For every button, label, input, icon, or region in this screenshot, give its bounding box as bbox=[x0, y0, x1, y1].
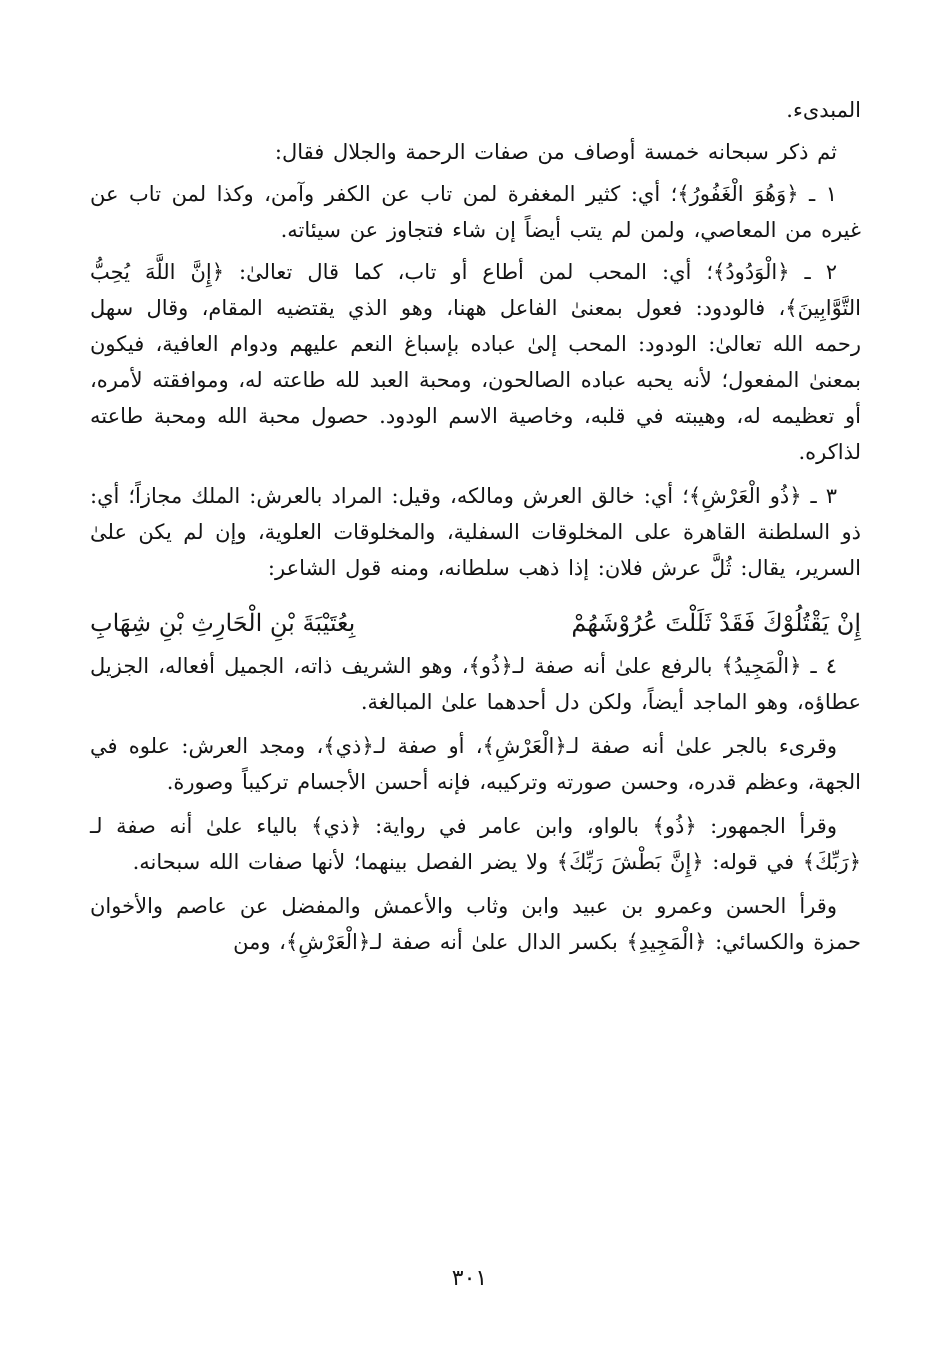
paragraph-3: ١ ـ ﴿وَهُوَ الْغَفُورُ﴾؛ أي: كثير المغفرة لمن تاب عن الكفر وآمن، وكذا لمن تاب عن غيره من المعاصي، ولمن لم يتب أيضاً إن شاء فتجاوز عن سيئاته. bbox=[90, 182, 861, 242]
paragraph-4: ٢ ـ ﴿الْوَدُودُ﴾؛ أي: المحب لمن أطاع أو تاب، كما قال تعالىٰ: ﴿إِنَّ اللَّهَ يُحِبُّ التَّوَّابِينَ﴾، فالودود: فعول بمعنىٰ الفاعل ههنا، وهو الذي يقتضيه المقام، وقال سهل رحمه الله تعالىٰ: الودود: المحب إلىٰ عباده بإسباغ النعم عليهم ودوام العافية، فيكون بمعنىٰ المفعول؛ لأنه يحبه عباده الصالحون، ومحبة العبد لله طاعته له، وموافقته لأمره، أو تعظيمه له، وهيبته في قلبه، وخاصية الاسم الودود. حصول محبة الله ومحبة طاعته لذاكره. bbox=[90, 260, 861, 464]
paragraph-8: وقرأ الجمهور: ﴿ذُو﴾ بالواو، وابن عامر في رواية: ﴿ذي﴾ بالياء علىٰ أنه صفة لـ ﴿رَبِّكَ﴾ في قوله: ﴿إِنَّ بَطْشَ رَبِّكَ﴾ ولا يضر الفصل بينهما؛ لأنها صفات الله سبحانه. bbox=[90, 814, 861, 874]
paragraph-6: ٤ ـ ﴿الْمَجِيدُ﴾ بالرفع علىٰ أنه صفة لـ﴿ذُو﴾، وهو الشريف ذاته، الجميل أفعاله، الجزيل عطاؤه، وهو الماجد أيضاً، ولكن دل أحدهما علىٰ المبالغة. bbox=[90, 654, 861, 714]
page-number: ٣٠١ bbox=[451, 1266, 488, 1291]
paragraph-7: وقرىء بالجر علىٰ أنه صفة لـ﴿الْعَرْشِ﴾، أو صفة لـ﴿ذي﴾، ومجد العرش: علوه في الجهة، وعظم قدره، وحسن صورته وتركيبه، فإنه أحسن الأجسام تركيباً وصورة. bbox=[90, 734, 861, 794]
paragraph-9: وقرأ الحسن وعمرو بن عبيد وابن وثاب والأعمش والمفضل عن عاصم والأخوان حمزة والكسائي: ﴿الْمَجِيدِ﴾ بكسر الدال علىٰ أنه صفة لـ﴿الْعَرْشِ﴾، ومن bbox=[90, 894, 861, 954]
paragraph-2: ثم ذكر سبحانه خمسة أوصاف من صفات الرحمة والجلال فقال: bbox=[274, 140, 837, 164]
paragraph-5: ٣ ـ ﴿ذُو الْعَرْشِ﴾؛ أي: خالق العرش ومالكه، وقيل: المراد بالعرش: الملك مجازاً؛ أي: ذو السلطنة القاهرة على المخلوقات السفلية، والمخلوقات العلوية، وإن لم يكن علىٰ السرير، يقال: ثُلَّ عرش فلان: إذا ذهب سلطانه، ومنه قول الشاعر: bbox=[90, 484, 861, 580]
verse-second-hemistich: بِعُتَيْبَةَ بْنِ الْحَارِثِ بْنِ شِهَابِ bbox=[90, 609, 356, 637]
page-body bbox=[90, 92, 861, 960]
paragraph-1: المبدىء. bbox=[786, 98, 861, 122]
poetry-verse bbox=[90, 604, 861, 642]
verse-first-hemistich: إِنْ يَقْتُلُوْكَ فَقَدْ ثَلَلْتَ عُرُوْشَهُمْ bbox=[571, 609, 861, 637]
